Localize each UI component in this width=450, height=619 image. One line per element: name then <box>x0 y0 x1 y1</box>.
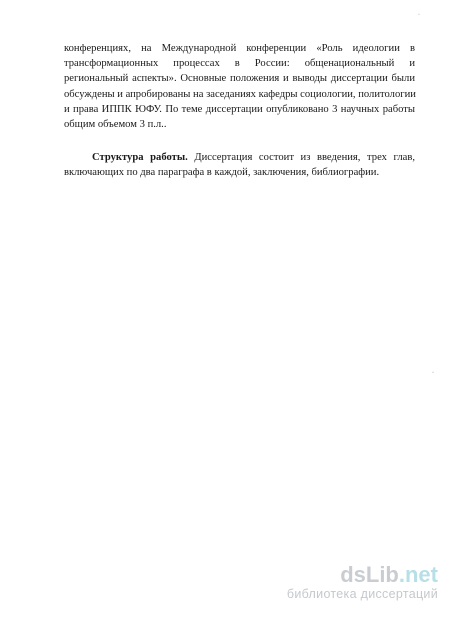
watermark-subtitle: библиотека диссертаций <box>286 587 438 601</box>
watermark-logo-right: .net <box>398 562 438 587</box>
paragraph-publications <box>64 41 415 132</box>
text-line: обсуждены и апробированы на заседаниях кафедры социологии, политологии <box>64 88 416 100</box>
text-line: трансформационных процессах в России: общенациональный и <box>64 58 415 70</box>
text-line: конференциях, на Международной конференции «Роль идеологии в <box>64 43 415 54</box>
watermark-logo <box>287 563 438 587</box>
text-line: и права ИППК ЮФУ. По теме диссертации опубликовано 3 научных работы <box>64 103 415 115</box>
structure-text: Диссертация состоит из введения, трех глав, <box>187 152 415 163</box>
text-line <box>64 150 415 165</box>
text-line: региональный аспекты». Основные положения и выводы диссертации были <box>64 73 415 85</box>
structure-heading: Структура работы. <box>92 152 188 163</box>
speck-mark: · <box>432 370 434 376</box>
page-mark: · <box>418 12 420 18</box>
paragraph-structure <box>64 150 415 180</box>
watermark <box>287 563 438 601</box>
text-line: общим объемом 3 п.л.. <box>64 118 167 130</box>
watermark-logo-left: dsLib <box>340 562 399 587</box>
text-line: включающих по два параграфа в каждой, заключения, библиографии. <box>64 167 380 179</box>
